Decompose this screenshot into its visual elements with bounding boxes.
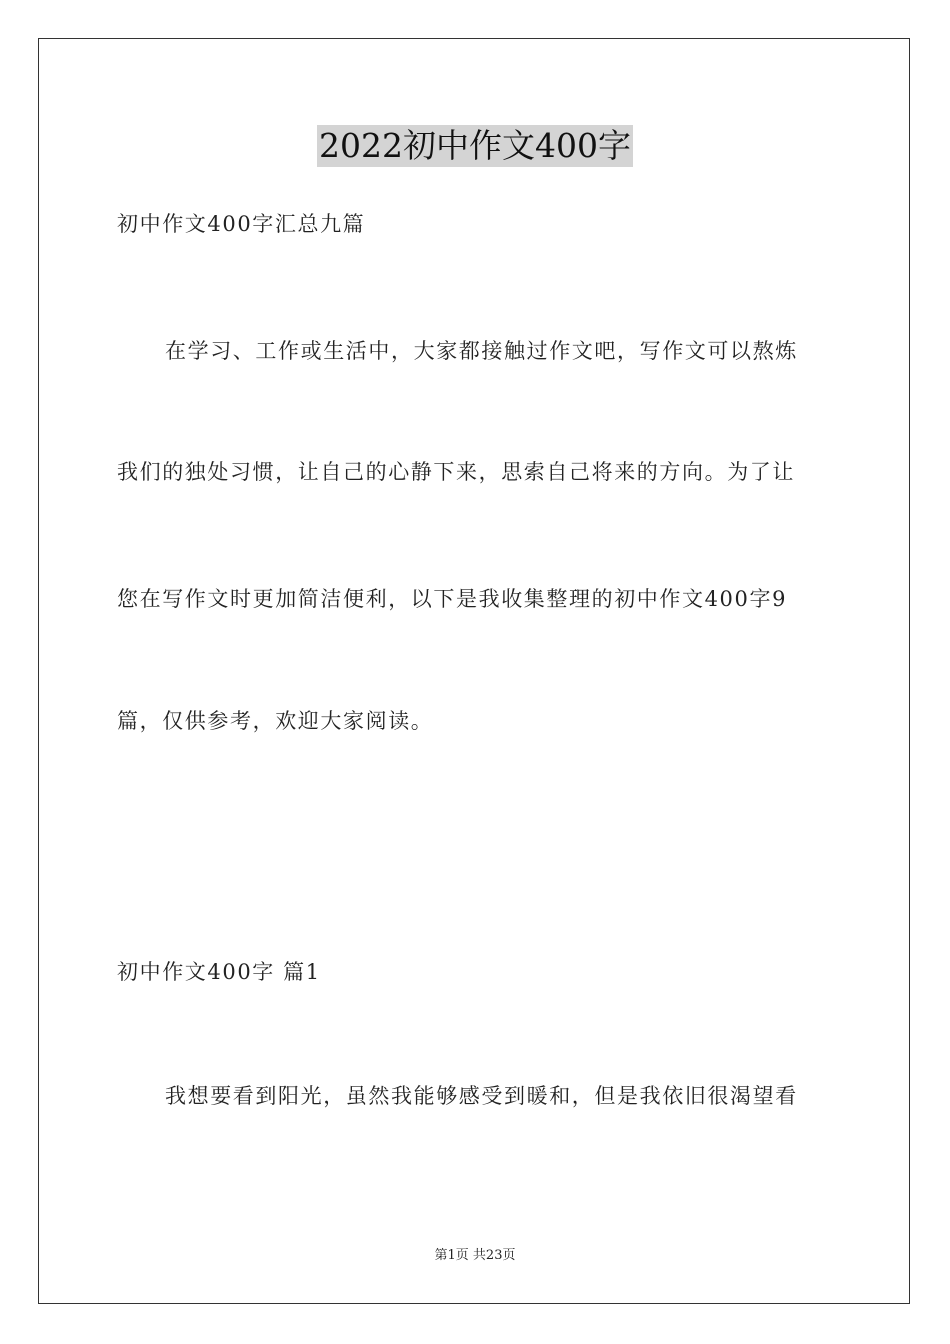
page-footer: 第1页 共23页 [434,1248,516,1263]
section-line-1: 我想要看到阳光，虽然我能够感受到暖和，但是我依旧很渴望看 [165,1084,798,1108]
document-subtitle: 初中作文400字汇总九篇 [117,212,366,236]
document-title: 2022初中作文400字 [319,126,631,165]
intro-line-2: 我们的独处习惯，让自己的心静下来，思索自己将来的方向。为了让 [117,460,795,484]
title-container [0,125,950,167]
intro-line-3: 您在写作文时更加简洁便利，以下是我收集整理的初中作文400字9 [117,587,788,611]
section-heading: 初中作文400字 篇1 [117,960,321,984]
intro-line-4: 篇，仅供参考，欢迎大家阅读。 [117,709,434,733]
intro-line-1: 在学习、工作或生活中，大家都接触过作文吧，写作文可以熬炼 [165,339,798,363]
